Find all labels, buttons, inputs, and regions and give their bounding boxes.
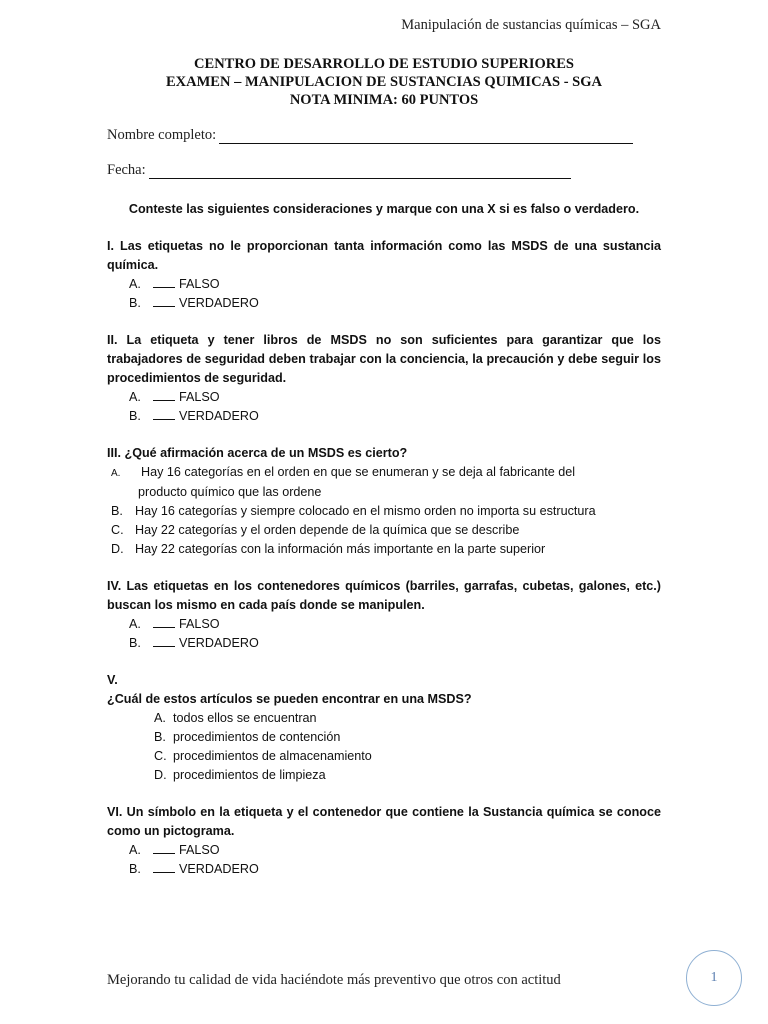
option-d[interactable]: D. procedimientos de limpieza: [154, 768, 326, 782]
title-line-3: NOTA MINIMA: 60 PUNTOS: [289, 92, 479, 108]
option-a[interactable]: A. FALSO: [129, 843, 220, 857]
answer-blank[interactable]: [153, 294, 175, 307]
name-label: Nombre completo:: [107, 127, 217, 143]
option-c[interactable]: C. procedimientos de almacenamiento: [154, 749, 372, 763]
question-number: V.: [107, 673, 118, 687]
question-6: [107, 803, 661, 879]
option-b[interactable]: B. Hay 16 categorías y siempre colocado en el mismo orden no importa su estructura: [111, 504, 596, 518]
question-4: [107, 577, 661, 653]
running-header: Manipulación de sustancias químicas – SGA: [401, 17, 661, 33]
question-5: [107, 671, 661, 785]
option-a[interactable]: A. Hay 16 categorías en el orden en que se enumeran y se deja al fabricante del producto químico que las ordene: [111, 465, 576, 499]
option-b[interactable]: B. VERDADERO: [129, 409, 259, 423]
answer-blank[interactable]: [153, 407, 175, 420]
date-blank-line[interactable]: [149, 164, 571, 179]
answer-blank[interactable]: [153, 634, 175, 647]
question-2: [107, 331, 661, 426]
question-text: II. La etiqueta y tener libros de MSDS no son suficientes para garantizar que los trabajadores de seguridad deben trabajar con la conciencia, la precaución y debe seguir los procedimientos de seguridad.: [107, 333, 661, 385]
name-blank-line[interactable]: [219, 129, 633, 144]
option-a[interactable]: A. FALSO: [129, 390, 220, 404]
option-a[interactable]: A. FALSO: [129, 277, 220, 291]
footer-slogan: Mejorando tu calidad de vida haciéndote más preventivo que otros con actitud: [107, 972, 561, 988]
title-line-2: EXAMEN – MANIPULACION DE SUSTANCIAS QUIMICAS - SGA: [166, 74, 602, 90]
answer-blank[interactable]: [153, 275, 175, 288]
instruction-text: Conteste las siguientes consideraciones y marque con una X si es falso o verdadero.: [128, 202, 640, 216]
question-3: [107, 444, 661, 559]
date-label: Fecha:: [107, 162, 146, 178]
option-a[interactable]: A. FALSO: [129, 617, 220, 631]
answer-blank[interactable]: [153, 388, 175, 401]
question-text: IV. Las etiquetas en los contenedores químicos (barriles, garrafas, cubetas, galones, etc.) buscan los mismo en cada país donde se manipulen.: [107, 579, 661, 612]
option-b[interactable]: B. VERDADERO: [129, 862, 259, 876]
question-text: I. Las etiquetas no le proporcionan tanta información como las MSDS de una sustancia química.: [107, 239, 661, 272]
option-c[interactable]: C. Hay 22 categorías y el orden depende de la química que se describe: [111, 523, 520, 537]
exam-title: [0, 55, 768, 109]
question-text: VI. Un símbolo en la etiqueta y el contenedor que contiene la Sustancia química se conoce como un pictograma.: [107, 805, 661, 838]
date-field: [107, 162, 571, 179]
question-text: ¿Cuál de estos artículos se pueden encontrar en una MSDS?: [107, 692, 472, 706]
option-d[interactable]: D. Hay 22 categorías con la información más importante en la parte superior: [111, 542, 546, 556]
question-text: III. ¿Qué afirmación acerca de un MSDS es cierto?: [107, 446, 408, 460]
page-number: 1: [686, 950, 742, 1006]
answer-blank[interactable]: [153, 615, 175, 628]
option-b[interactable]: B. VERDADERO: [129, 296, 259, 310]
title-line-1: CENTRO DE DESARROLLO DE ESTUDIO SUPERIORES: [194, 56, 574, 72]
name-field: [107, 127, 633, 144]
answer-blank[interactable]: [153, 841, 175, 854]
option-b[interactable]: B. VERDADERO: [129, 636, 259, 650]
option-a[interactable]: A. todos ellos se encuentran: [154, 711, 317, 725]
exam-body: [107, 200, 661, 897]
question-1: [107, 237, 661, 313]
option-b[interactable]: B. procedimientos de contención: [154, 730, 341, 744]
answer-blank[interactable]: [153, 860, 175, 873]
